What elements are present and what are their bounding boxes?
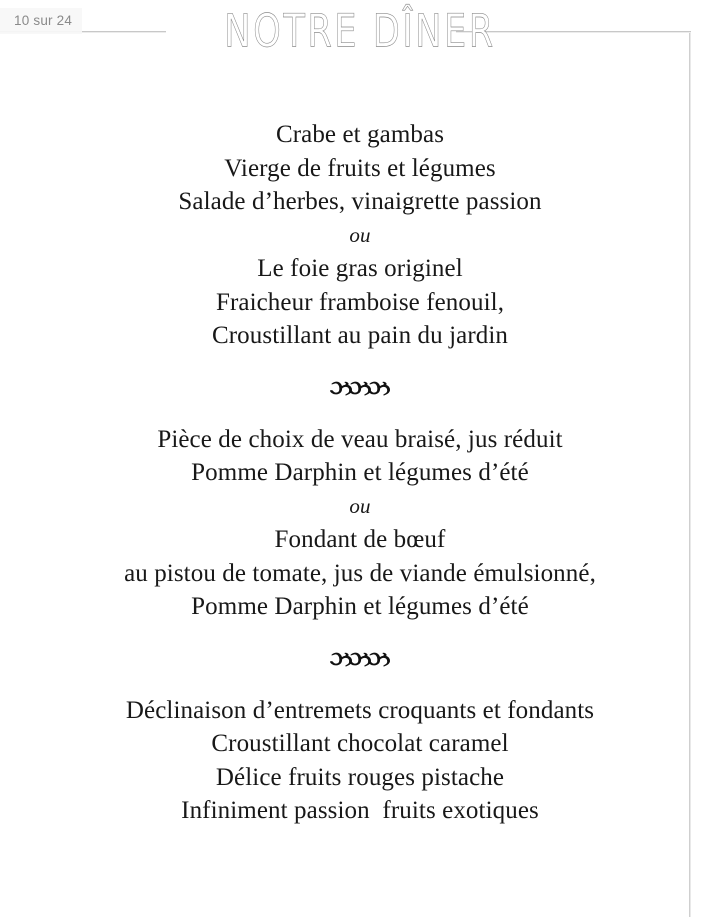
flourish-icon: ઝ [348, 646, 372, 671]
ornament-divider [0, 643, 720, 676]
menu-line: Infiniment passion fruits exotiques [181, 797, 539, 824]
page-counter-badge: 10 sur 24 [0, 8, 82, 34]
menu-line: Fondant de bœuf [274, 526, 446, 553]
flourish-icon: ઝ [367, 375, 391, 400]
ornament-divider [0, 372, 720, 405]
flourish-icon: ઝ [348, 375, 372, 400]
menu-line: Pomme Darphin et légumes d’été [191, 593, 529, 620]
flourish-icon: ઝ [367, 646, 391, 671]
menu-line: Croustillant au pain du jardin [211, 322, 508, 349]
menu-line: Déclinaison d’entremets croquants et fondants [125, 696, 595, 724]
course-conjunction: ou [349, 493, 371, 518]
menu-line: Délice fruits rouges pistache [215, 763, 505, 791]
course-dessert [0, 694, 720, 828]
menu-line: Le foie gras originel [257, 255, 463, 282]
menu-line: Croustillant chocolat caramel [211, 730, 509, 757]
menu-line: Crabe et gambas [275, 121, 445, 148]
course-starter [0, 118, 720, 353]
menu-content [0, 118, 720, 828]
menu-line: Salade d’herbes, vinaigrette passion [178, 188, 542, 215]
menu-line: Fraicheur framboise fenouil, [215, 288, 505, 316]
page-title: NOTRE DÎNER [224, 5, 496, 59]
menu-line: Pièce de choix de veau braisé, jus réduit [157, 425, 563, 453]
flourish-icon: ઝ [329, 375, 353, 400]
menu-line: au pistou de tomate, jus de viande émulsionné, [124, 559, 596, 587]
menu-line: Pomme Darphin et légumes d’été [191, 459, 529, 486]
flourish-icon: ઝ [329, 646, 353, 671]
course-main [0, 423, 720, 624]
menu-line: Vierge de fruits et légumes [224, 154, 496, 182]
page-header [0, 0, 720, 80]
course-conjunction: ou [349, 222, 371, 247]
